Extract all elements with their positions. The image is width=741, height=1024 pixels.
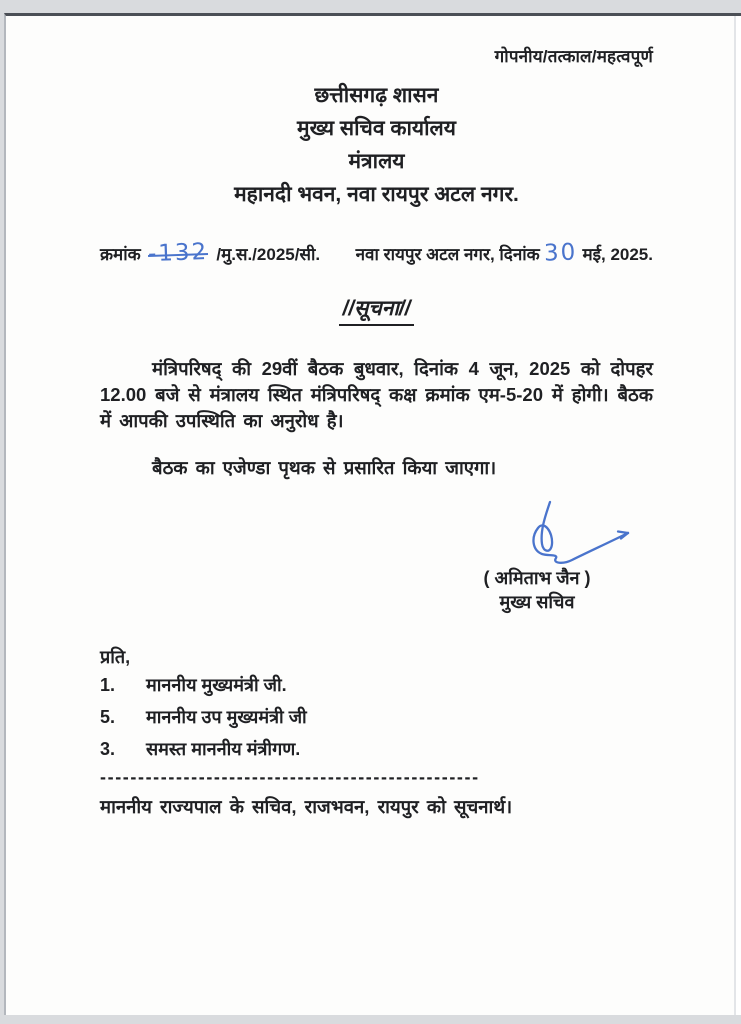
body-paragraph-1: मंत्रिपरिषद् की 29वीं बैठक बुधवार, दिनांक 4 जून, 2025 को दोपहर 12.00 बजे से मंत्रालय स्थित मंत्रिपरिषद् कक्ष क्रमांक एम-5-20 में होगी। बैठक में आपकी उपस्थिति का अनुरोध है। xyxy=(100,358,653,431)
signatory-name: ( अमिताभ जैन ) xyxy=(483,567,591,588)
office-address: महानदी भवन, नवा रायपुर अटल नगर. xyxy=(234,183,519,206)
reference-suffix: /मु.स./2025/सी. xyxy=(216,245,321,264)
reference-label: क्रमांक xyxy=(100,245,141,264)
notice-title-row xyxy=(100,294,653,326)
distribution-item xyxy=(100,669,653,701)
document-page xyxy=(4,13,741,1015)
body-paragraph-2: बैठक का एजेण्डा पृथक से प्रसारित किया जाएगा। xyxy=(152,457,497,478)
handwritten-reference-number: -132 xyxy=(147,238,210,268)
place-and-date xyxy=(355,239,653,267)
notice-title: //सूचना// xyxy=(339,294,415,326)
signatory-designation: मुख्य सचिव xyxy=(499,591,575,612)
letter-content xyxy=(6,44,741,819)
item-text: समस्त माननीय मंत्रीगण. xyxy=(146,738,301,759)
item-number: 1. xyxy=(100,674,116,695)
footer-note: माननीय राज्यपाल के सचिव, राजभवन, रायपुर को सूचनार्थ। xyxy=(100,795,513,817)
item-number: 5. xyxy=(100,706,116,727)
ministry-name: मंत्रालय xyxy=(348,150,405,173)
place-date-prefix: नवा रायपुर अटल नगर, दिनांक xyxy=(355,245,540,264)
item-text: माननीय उप मुख्यमंत्री जी xyxy=(146,706,307,727)
item-text: माननीय मुख्यमंत्री जी. xyxy=(146,674,287,695)
signature-block xyxy=(427,500,647,615)
reference-line xyxy=(100,238,653,268)
office-name: मुख्य सचिव कार्यालय xyxy=(297,117,456,140)
date-suffix: मई, 2025. xyxy=(582,245,653,264)
item-number: 3. xyxy=(100,738,116,759)
distribution-list xyxy=(100,645,653,819)
distribution-item xyxy=(100,733,653,765)
government-name: छत्तीसगढ़ शासन xyxy=(314,84,439,107)
classification-label: गोपनीय/तत्काल/महत्वपूर्ण xyxy=(494,47,653,66)
signature-scribble-icon xyxy=(517,500,639,566)
dashed-separator: -------------------------------------------------- xyxy=(100,768,480,785)
letterhead xyxy=(100,79,653,211)
copy-to-label: प्रति, xyxy=(100,646,131,667)
reference-number xyxy=(100,238,321,268)
handwritten-date-day: 30 xyxy=(544,239,579,267)
distribution-item xyxy=(100,701,653,733)
